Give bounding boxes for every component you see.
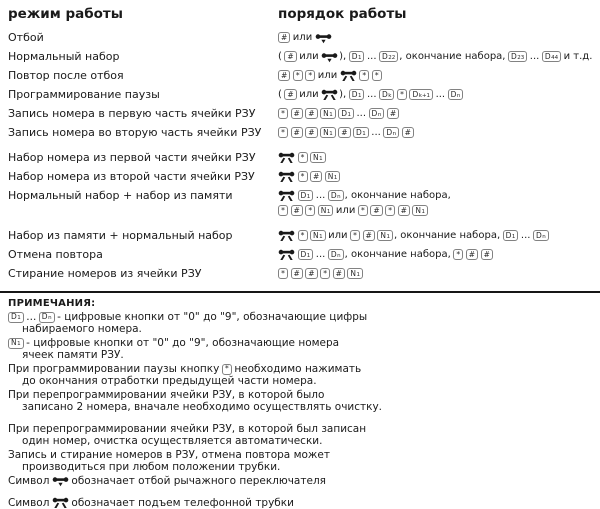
note — [8, 475, 594, 487]
keycap-subscript: 1 — [362, 130, 366, 137]
keycap: # — [291, 205, 303, 216]
sequence-text: записано 2 номера, вначале необходимо осуществлять очистку. — [22, 401, 383, 413]
keycap-subscript: 1 — [356, 271, 361, 278]
keycap-subscript: 1 — [319, 155, 323, 162]
keycap: * — [350, 230, 360, 241]
key-sequence-line — [278, 229, 594, 242]
sequence-text: ), — [339, 51, 347, 62]
sequence-text: ... — [366, 51, 377, 62]
keycap: N 1 — [310, 230, 326, 241]
keycap-subscript: n — [337, 252, 341, 259]
note-line — [8, 449, 594, 461]
key-sequence-line — [278, 189, 594, 202]
lift-icon — [52, 497, 69, 509]
keycap: D 44 — [542, 51, 561, 62]
note-line — [8, 311, 594, 323]
notes-section — [8, 311, 594, 509]
keycap-subscript: 1 — [17, 341, 21, 348]
key-sequence-line — [278, 31, 594, 44]
sequence-text: обозначает подъем телефонной трубки — [71, 497, 294, 509]
note-line — [8, 461, 594, 473]
keycap: * — [305, 205, 315, 216]
key-sequence-line — [278, 88, 594, 101]
key-sequence-line — [278, 126, 594, 139]
keycap-subscript: 23 — [517, 54, 525, 61]
keycap: D n — [448, 89, 464, 100]
key-sequence-line — [278, 50, 594, 63]
mode-label: Набор номера из первой части ячейки РЗУ — [8, 151, 256, 164]
sequence-text: ... — [26, 311, 37, 323]
sequence-text: ... — [366, 89, 377, 100]
keycap-subscript: n — [337, 193, 341, 200]
sequence-text: ... — [520, 230, 531, 241]
sequence-text: производиться при любом положении трубки. — [22, 461, 281, 473]
keycap: # — [291, 268, 303, 279]
note-line — [8, 435, 594, 447]
keycap-subscript: 1 — [421, 208, 426, 215]
table-row — [8, 69, 594, 84]
keycap: # — [481, 249, 493, 260]
sequence-text: ( — [278, 51, 282, 62]
note-line — [8, 423, 594, 435]
keycap: * — [278, 127, 288, 138]
keycap: * — [278, 205, 288, 216]
sequence-text: или — [317, 70, 338, 81]
key-sequence-line — [278, 170, 594, 183]
table-row — [8, 31, 594, 46]
keycap: # — [284, 89, 296, 100]
keycap: * — [453, 249, 463, 260]
note-line — [8, 337, 594, 349]
keycap: # — [291, 127, 303, 138]
note — [8, 363, 594, 387]
keycap-subscript: 44 — [551, 54, 559, 61]
sequence-text: Символ — [8, 497, 50, 509]
sequence-text: - цифровые кнопки от "0" до "9", обозначающие номера — [26, 337, 340, 349]
keycap: * — [385, 205, 395, 216]
keycap: * — [278, 108, 288, 119]
key-sequence — [278, 88, 594, 103]
section-divider — [0, 291, 600, 293]
sequence-text: Запись и стирание номеров в РЗУ, отмена повтора может — [8, 449, 330, 461]
note — [8, 311, 594, 335]
sequence-text: или — [335, 205, 356, 216]
sequence-text: ... — [435, 89, 446, 100]
keycap-subscript: k+1 — [418, 92, 431, 99]
keycap-subscript: n — [542, 233, 546, 240]
keycap: D 1 — [503, 230, 519, 241]
keycap: D 1 — [349, 51, 365, 62]
keycap: * — [298, 171, 308, 182]
keycap: * — [359, 70, 369, 81]
keycap: # — [310, 171, 322, 182]
table-header-row — [8, 6, 594, 22]
table-row — [8, 189, 594, 219]
keycap: # — [278, 70, 290, 81]
keycap-subscript: 22 — [388, 54, 396, 61]
sequence-text: до окончания отработки предыдущей части номера. — [22, 375, 317, 387]
mode-label: Повтор после отбоя — [8, 69, 124, 82]
keycap-subscript: n — [377, 111, 382, 118]
keycap-subscript: 1 — [386, 233, 390, 240]
keycap: * — [397, 89, 407, 100]
keycap-subscript: n — [456, 92, 461, 99]
keycap: D n — [39, 312, 55, 323]
lift-icon — [278, 230, 295, 242]
sequence-text: необходимо нажимать — [234, 363, 362, 375]
keycap: D 1 — [298, 249, 314, 260]
keycap: D n — [383, 127, 399, 138]
keycap-subscript: k — [388, 92, 392, 99]
keycap: D 1 — [349, 89, 365, 100]
table-row — [8, 107, 594, 122]
hangup-icon — [315, 32, 332, 44]
sequence-text: ячеек памяти РЗУ. — [22, 349, 124, 361]
keycap: * — [222, 364, 232, 375]
keycap: # — [278, 32, 290, 43]
keycap: # — [363, 230, 375, 241]
sequence-text: и т.д. — [563, 51, 593, 62]
key-sequence — [278, 267, 594, 282]
sequence-text: один номер, очистка осуществляется автоматически. — [22, 435, 323, 447]
key-sequence — [278, 170, 594, 185]
table-row — [8, 126, 594, 141]
sequence-text: При перепрограммировании ячейки РЗУ, в которой было — [8, 389, 325, 401]
sequence-text: ... — [315, 249, 326, 260]
sequence-text: При программировании паузы кнопку — [8, 363, 220, 375]
sequence-text: ... — [371, 127, 381, 138]
keycap-subscript: 1 — [306, 252, 311, 259]
keycap: * — [298, 230, 308, 241]
table-row — [8, 267, 594, 282]
keycap: D k — [379, 89, 394, 100]
keycap: # — [338, 127, 350, 138]
hangup-icon — [321, 51, 338, 63]
keycap: D n — [533, 230, 549, 241]
keycap: * — [320, 268, 330, 279]
sequence-text: , окончание набора, — [399, 51, 506, 62]
keycap: N 1 — [347, 268, 363, 279]
keycap: D k+1 — [409, 89, 433, 100]
note — [8, 337, 594, 361]
sequence-text: ( — [278, 89, 282, 100]
keycap: # — [284, 51, 296, 62]
lift-icon — [340, 70, 357, 82]
note — [8, 449, 594, 473]
sequence-text: ), — [339, 89, 347, 100]
keycap-subscript: 1 — [357, 92, 362, 99]
lift-icon — [278, 249, 295, 261]
sequence-text: или — [292, 32, 313, 43]
note-line — [8, 323, 594, 335]
note-line — [8, 375, 594, 387]
table-row — [8, 88, 594, 103]
keycap: # — [398, 205, 410, 216]
sequence-text: - цифровые кнопки от "0" до "9", обозначающие цифры — [57, 311, 368, 323]
key-sequence — [278, 151, 594, 166]
sequence-text: , окончание набора, — [344, 190, 451, 201]
sequence-text: или — [299, 51, 319, 62]
note — [8, 389, 594, 413]
keycap: # — [305, 268, 317, 279]
sequence-text: обозначает отбой рычажного переключателя — [71, 475, 326, 487]
table-row — [8, 229, 594, 244]
keycap: N 1 — [8, 338, 24, 349]
keycap-subscript: n — [48, 315, 52, 322]
mode-label: Нормальный набор — [8, 50, 120, 63]
note — [8, 423, 594, 447]
note-line — [8, 389, 594, 401]
keycap: D 22 — [379, 51, 398, 62]
notes-header: ПРИМЕЧАНИЯ: — [8, 298, 96, 309]
keycap: N 1 — [377, 230, 393, 241]
mode-label: Стирание номеров из ячейки РЗУ — [8, 267, 202, 280]
key-sequence — [278, 107, 594, 122]
key-sequence-line — [278, 204, 594, 217]
sequence-text: ... — [356, 108, 367, 119]
keycap-subscript: 1 — [347, 111, 351, 118]
key-sequence — [278, 69, 594, 84]
keycap: # — [466, 249, 478, 260]
note-line — [8, 497, 594, 509]
keycap: D n — [328, 190, 344, 201]
keycap: * — [298, 152, 308, 163]
keycap: N 1 — [412, 205, 428, 216]
keycap: D 1 — [338, 108, 354, 119]
table-row — [8, 248, 594, 263]
keycap: # — [305, 127, 317, 138]
sequence-text: При перепрограммировании ячейки РЗУ, в которой был записан — [8, 423, 367, 435]
right-column-header: порядок работы — [278, 6, 407, 22]
sequence-text: или — [328, 230, 348, 241]
keycap-subscript: 1 — [319, 233, 323, 240]
key-sequence — [278, 50, 594, 65]
mode-label: Отбой — [8, 31, 44, 44]
keycap-subscript: 1 — [357, 54, 362, 61]
sequence-text: , окончание набора, — [393, 230, 501, 241]
keycap-subscript: 1 — [326, 208, 331, 215]
sequence-text: ... — [315, 190, 326, 201]
key-sequence — [278, 31, 594, 46]
keycap: N 1 — [318, 205, 334, 216]
key-sequence-line — [278, 267, 594, 280]
operation-modes-table — [8, 31, 594, 282]
left-column-header: режим работы — [8, 6, 123, 22]
note — [8, 497, 594, 509]
mode-label: Нормальный набор + набор из памяти — [8, 189, 233, 202]
keycap: D n — [328, 249, 344, 260]
keycap: # — [333, 268, 345, 279]
keycap: N 1 — [320, 108, 336, 119]
hangup-icon — [52, 475, 69, 487]
sequence-text: ... — [529, 51, 540, 62]
keycap: N 1 — [325, 171, 341, 182]
keycap-subscript: 1 — [17, 315, 21, 322]
note-line — [8, 349, 594, 361]
keycap: * — [372, 70, 382, 81]
key-sequence-line — [278, 151, 594, 164]
keycap: * — [305, 70, 315, 81]
keycap-subscript: 1 — [329, 130, 333, 137]
table-row — [8, 170, 594, 185]
lift-icon — [278, 152, 295, 164]
table-row — [8, 151, 594, 166]
key-sequence-line — [278, 248, 594, 261]
lift-icon — [278, 171, 295, 183]
key-sequence — [278, 229, 594, 244]
keycap: N 1 — [320, 127, 336, 138]
keycap-subscript: 1 — [511, 233, 516, 240]
keycap: # — [305, 108, 317, 119]
mode-label: Запись номера в первую часть ячейки РЗУ — [8, 107, 256, 120]
note-line — [8, 475, 594, 487]
keycap: # — [291, 108, 303, 119]
keycap: # — [387, 108, 399, 119]
key-sequence-line — [278, 69, 594, 82]
keycap: * — [358, 205, 368, 216]
keycap-subscript: n — [392, 130, 397, 137]
sequence-text: набираемого номера. — [22, 323, 142, 335]
keycap: N 1 — [310, 152, 326, 163]
key-sequence — [278, 126, 594, 141]
keycap: D 23 — [508, 51, 527, 62]
key-sequence-line — [278, 107, 594, 120]
lift-icon — [321, 89, 338, 101]
key-sequence — [278, 248, 594, 263]
mode-label: Набор из памяти + нормальный набор — [8, 229, 233, 242]
keycap: D n — [369, 108, 385, 119]
keycap: D 1 — [298, 190, 314, 201]
note-line — [8, 363, 594, 375]
mode-label: Запись номера во вторую часть ячейки РЗУ — [8, 126, 262, 139]
keycap: # — [402, 127, 414, 138]
table-row — [8, 50, 594, 65]
keycap: * — [293, 70, 303, 81]
sequence-text: или — [299, 89, 319, 100]
keycap-subscript: 1 — [333, 174, 338, 181]
note-line — [8, 401, 594, 413]
key-sequence — [278, 189, 594, 219]
keycap: # — [370, 205, 382, 216]
keycap: D 1 — [8, 312, 24, 323]
mode-label: Набор номера из второй части ячейки РЗУ — [8, 170, 255, 183]
mode-label: Программирование паузы — [8, 88, 160, 101]
sequence-text: Символ — [8, 475, 50, 487]
keycap-subscript: 1 — [306, 193, 311, 200]
keycap: * — [278, 268, 288, 279]
keycap: D 1 — [353, 127, 369, 138]
keycap-subscript: 1 — [329, 111, 333, 118]
lift-icon — [278, 190, 295, 202]
mode-label: Отмена повтора — [8, 248, 103, 261]
sequence-text: , окончание набора, — [344, 249, 451, 260]
